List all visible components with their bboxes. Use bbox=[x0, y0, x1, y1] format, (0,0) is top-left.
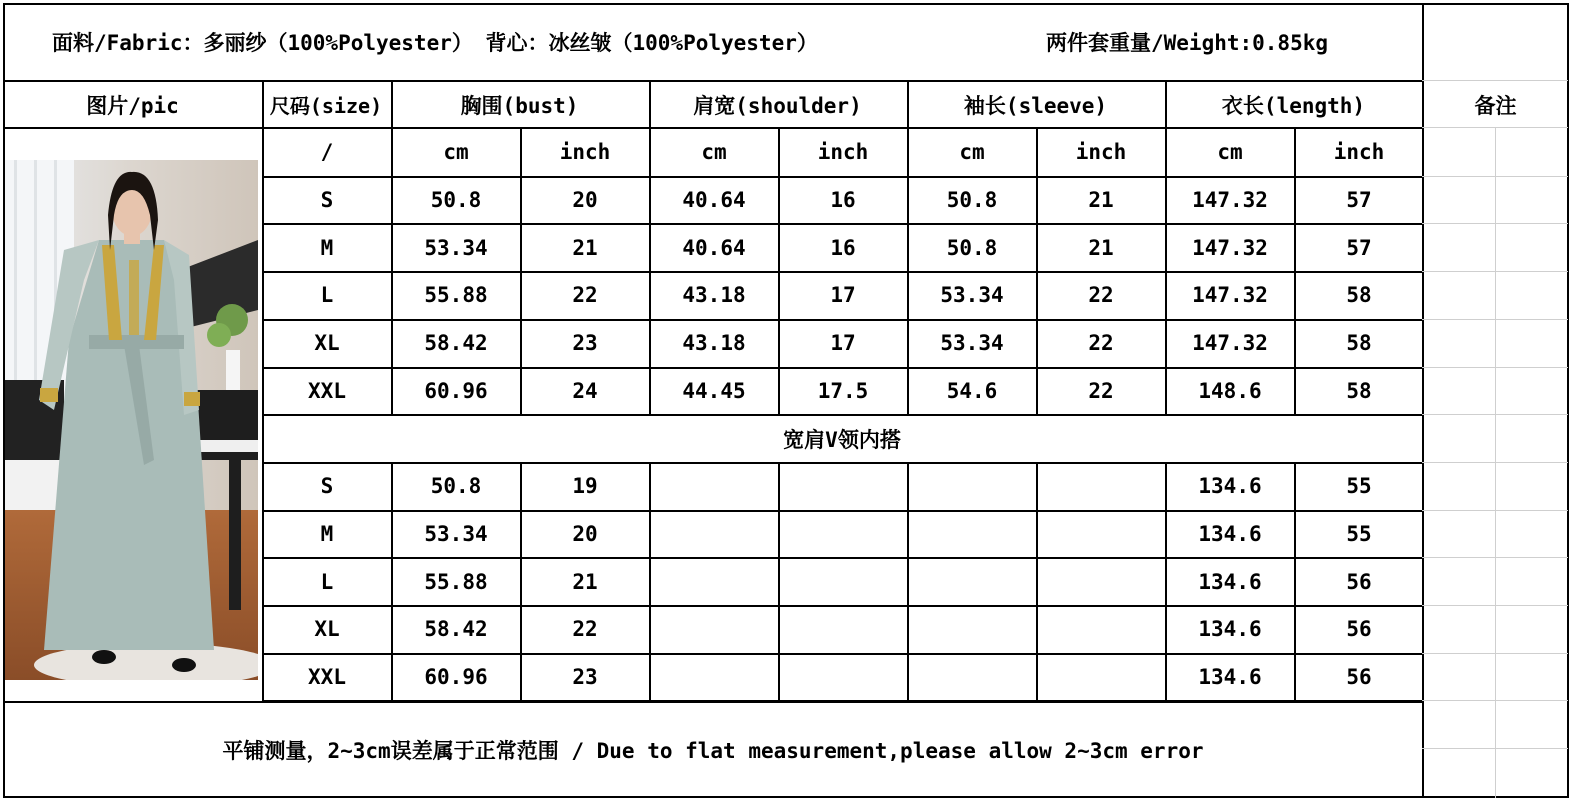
grid-line bbox=[1422, 462, 1568, 463]
grid-line bbox=[1422, 80, 1568, 81]
header-size: 尺码(size) bbox=[269, 94, 383, 118]
grid-line bbox=[1422, 653, 1568, 654]
measure-cell: 134.6 bbox=[1198, 665, 1262, 690]
measure-cell: 22 bbox=[1088, 283, 1114, 308]
measure-cell: 147.32 bbox=[1192, 283, 1268, 308]
unit-cell: inch bbox=[817, 140, 869, 165]
size-cell: M bbox=[320, 521, 334, 546]
grid-line bbox=[1422, 176, 1568, 177]
measure-cell bbox=[650, 654, 778, 701]
measure-cell bbox=[1037, 511, 1165, 558]
header-shoulder: 肩宽(shoulder) bbox=[693, 93, 862, 118]
measure-cell: 21 bbox=[1088, 235, 1114, 260]
measure-cell bbox=[779, 606, 907, 653]
grid-line bbox=[3, 3, 1568, 5]
measure-cell: 58.42 bbox=[424, 331, 488, 356]
measure-cell bbox=[908, 463, 1036, 510]
unit-cell: cm bbox=[959, 140, 985, 165]
size-cell: M bbox=[320, 235, 334, 260]
header-length: 衣长(length) bbox=[1221, 93, 1366, 118]
grid-line bbox=[1422, 367, 1568, 368]
measure-cell: 134.6 bbox=[1198, 617, 1262, 642]
measure-cell bbox=[779, 558, 907, 605]
grid-line bbox=[1422, 748, 1568, 749]
measure-cell: 134.6 bbox=[1198, 521, 1262, 546]
measure-cell: 17.5 bbox=[817, 378, 869, 403]
measure-cell bbox=[650, 558, 778, 605]
measure-cell: 40.64 bbox=[682, 188, 746, 213]
measure-cell: 54.6 bbox=[946, 378, 998, 403]
measure-cell bbox=[779, 463, 907, 510]
grid-line bbox=[1422, 510, 1568, 511]
measure-cell: 57 bbox=[1346, 235, 1372, 260]
grid-line bbox=[262, 605, 1422, 607]
grid-line bbox=[3, 701, 1422, 703]
measure-cell: 23 bbox=[572, 665, 598, 690]
measure-cell bbox=[1037, 558, 1165, 605]
measure-cell bbox=[779, 511, 907, 558]
grid-line bbox=[1567, 3, 1569, 798]
grid-line bbox=[262, 510, 1422, 512]
header-bust: 胸围(bust) bbox=[460, 93, 579, 118]
measure-cell: 58 bbox=[1346, 331, 1372, 356]
photo-illustration bbox=[4, 160, 258, 680]
measure-cell: 53.34 bbox=[940, 283, 1004, 308]
measure-cell: 58 bbox=[1346, 378, 1372, 403]
measure-cell bbox=[650, 606, 778, 653]
measure-cell: 58 bbox=[1346, 283, 1372, 308]
grid-line bbox=[3, 3, 5, 798]
grid-line bbox=[262, 557, 1422, 559]
grid-line bbox=[1294, 462, 1296, 702]
weight-info: 两件套重量/Weight:0.85kg bbox=[1046, 31, 1329, 55]
measure-cell: 147.32 bbox=[1192, 235, 1268, 260]
size-cell: XL bbox=[314, 617, 340, 642]
measure-cell: 55 bbox=[1346, 521, 1372, 546]
measure-cell: 50.8 bbox=[946, 188, 998, 213]
grid-line bbox=[1422, 605, 1568, 606]
grid-line bbox=[1422, 3, 1424, 798]
size-cell: L bbox=[320, 283, 334, 308]
measure-cell: 147.32 bbox=[1192, 331, 1268, 356]
measure-cell: 20 bbox=[572, 188, 598, 213]
measure-cell: 58.42 bbox=[424, 617, 488, 642]
measure-cell: 21 bbox=[572, 569, 598, 594]
unit-cell: cm bbox=[701, 140, 727, 165]
measure-cell: 20 bbox=[572, 521, 598, 546]
measure-cell: 22 bbox=[572, 617, 598, 642]
measure-cell: 60.96 bbox=[424, 665, 488, 690]
size-cell: L bbox=[320, 569, 334, 594]
measure-cell: 57 bbox=[1346, 188, 1372, 213]
unit-cell: cm bbox=[1217, 140, 1243, 165]
measure-cell bbox=[908, 511, 1036, 558]
measure-cell bbox=[1037, 654, 1165, 701]
header-remark: 备注 bbox=[1474, 93, 1517, 118]
grid-line bbox=[649, 80, 651, 702]
header-pic: 图片/pic bbox=[86, 93, 179, 118]
measure-cell: 60.96 bbox=[424, 378, 488, 403]
measure-cell: 56 bbox=[1346, 665, 1372, 690]
unit-cell: inch bbox=[559, 140, 611, 165]
grid-line bbox=[1422, 557, 1568, 558]
unit-cell: inch bbox=[1333, 140, 1385, 165]
size-cell: S bbox=[320, 474, 334, 499]
grid-line bbox=[262, 367, 1422, 369]
unit-cell: inch bbox=[1075, 140, 1127, 165]
size-cell: XL bbox=[314, 331, 340, 356]
measure-cell: 40.64 bbox=[682, 235, 746, 260]
measure-cell: 56 bbox=[1346, 617, 1372, 642]
measure-cell: 56 bbox=[1346, 569, 1372, 594]
measure-cell: 55 bbox=[1346, 474, 1372, 499]
measure-cell: 17 bbox=[830, 283, 856, 308]
measure-cell: 21 bbox=[572, 235, 598, 260]
measure-cell: 16 bbox=[830, 235, 856, 260]
size-cell: XXL bbox=[308, 665, 346, 690]
grid-line bbox=[520, 462, 522, 702]
measure-cell: 22 bbox=[572, 283, 598, 308]
measure-cell: 55.88 bbox=[424, 569, 488, 594]
grid-line bbox=[3, 80, 1422, 82]
grid-line bbox=[907, 80, 909, 702]
measure-cell: 43.18 bbox=[682, 331, 746, 356]
measure-cell bbox=[908, 654, 1036, 701]
grid-line bbox=[3, 127, 1422, 129]
grid-line bbox=[391, 80, 393, 702]
section-title: 宽肩V领内搭 bbox=[783, 427, 901, 452]
measure-cell: 50.8 bbox=[430, 188, 482, 213]
grid-line bbox=[262, 653, 1422, 655]
grid-line bbox=[262, 80, 264, 702]
measure-cell: 55.88 bbox=[424, 283, 488, 308]
grid-line bbox=[1422, 414, 1568, 415]
measure-cell: 16 bbox=[830, 188, 856, 213]
measure-cell bbox=[1037, 463, 1165, 510]
grid-line bbox=[1165, 80, 1167, 702]
measure-cell: 21 bbox=[1088, 188, 1114, 213]
fabric-info: 面料/Fabric：多丽纱（100%Polyester） 背心：冰丝皱（100%Polyester） bbox=[52, 31, 818, 55]
footer-note: 平铺测量，2~3cm误差属于正常范围 / Due to flat measurement,please allow 2~3cm error bbox=[222, 739, 1204, 763]
measure-cell: 50.8 bbox=[430, 474, 482, 499]
measure-cell: 24 bbox=[572, 378, 598, 403]
unit-cell: / bbox=[320, 140, 334, 165]
grid-line bbox=[1036, 462, 1038, 702]
grid-line bbox=[262, 223, 1422, 225]
grid-line bbox=[1422, 700, 1568, 701]
measure-cell: 53.34 bbox=[424, 521, 488, 546]
measure-cell: 22 bbox=[1088, 331, 1114, 356]
measure-cell: 23 bbox=[572, 331, 598, 356]
measure-cell: 19 bbox=[572, 474, 598, 499]
unit-cell: cm bbox=[443, 140, 469, 165]
measure-cell: 147.32 bbox=[1192, 188, 1268, 213]
measure-cell: 134.6 bbox=[1198, 569, 1262, 594]
grid-line bbox=[262, 176, 1422, 178]
grid-line bbox=[1422, 319, 1568, 320]
measure-cell bbox=[779, 654, 907, 701]
measure-cell bbox=[908, 606, 1036, 653]
grid-line bbox=[262, 319, 1422, 321]
measure-cell: 43.18 bbox=[682, 283, 746, 308]
measure-cell: 53.34 bbox=[940, 331, 1004, 356]
measure-cell: 22 bbox=[1088, 378, 1114, 403]
size-cell: XXL bbox=[308, 378, 346, 403]
measure-cell bbox=[650, 463, 778, 510]
measure-cell bbox=[908, 558, 1036, 605]
size-cell: S bbox=[320, 188, 334, 213]
measure-cell: 17 bbox=[830, 331, 856, 356]
grid-line bbox=[262, 271, 1422, 273]
measure-cell: 148.6 bbox=[1198, 378, 1262, 403]
measure-cell: 134.6 bbox=[1198, 474, 1262, 499]
grid-line bbox=[1422, 271, 1568, 272]
measure-cell: 50.8 bbox=[946, 235, 998, 260]
measure-cell: 53.34 bbox=[424, 235, 488, 260]
grid-line bbox=[1422, 223, 1568, 224]
grid-line bbox=[3, 796, 1568, 798]
measure-cell bbox=[650, 511, 778, 558]
model-dress-photo bbox=[4, 160, 258, 680]
header-sleeve: 袖长(sleeve) bbox=[963, 93, 1108, 118]
grid-line bbox=[778, 462, 780, 702]
measure-cell: 44.45 bbox=[682, 378, 746, 403]
measure-cell bbox=[1037, 606, 1165, 653]
grid-line bbox=[262, 462, 1422, 464]
